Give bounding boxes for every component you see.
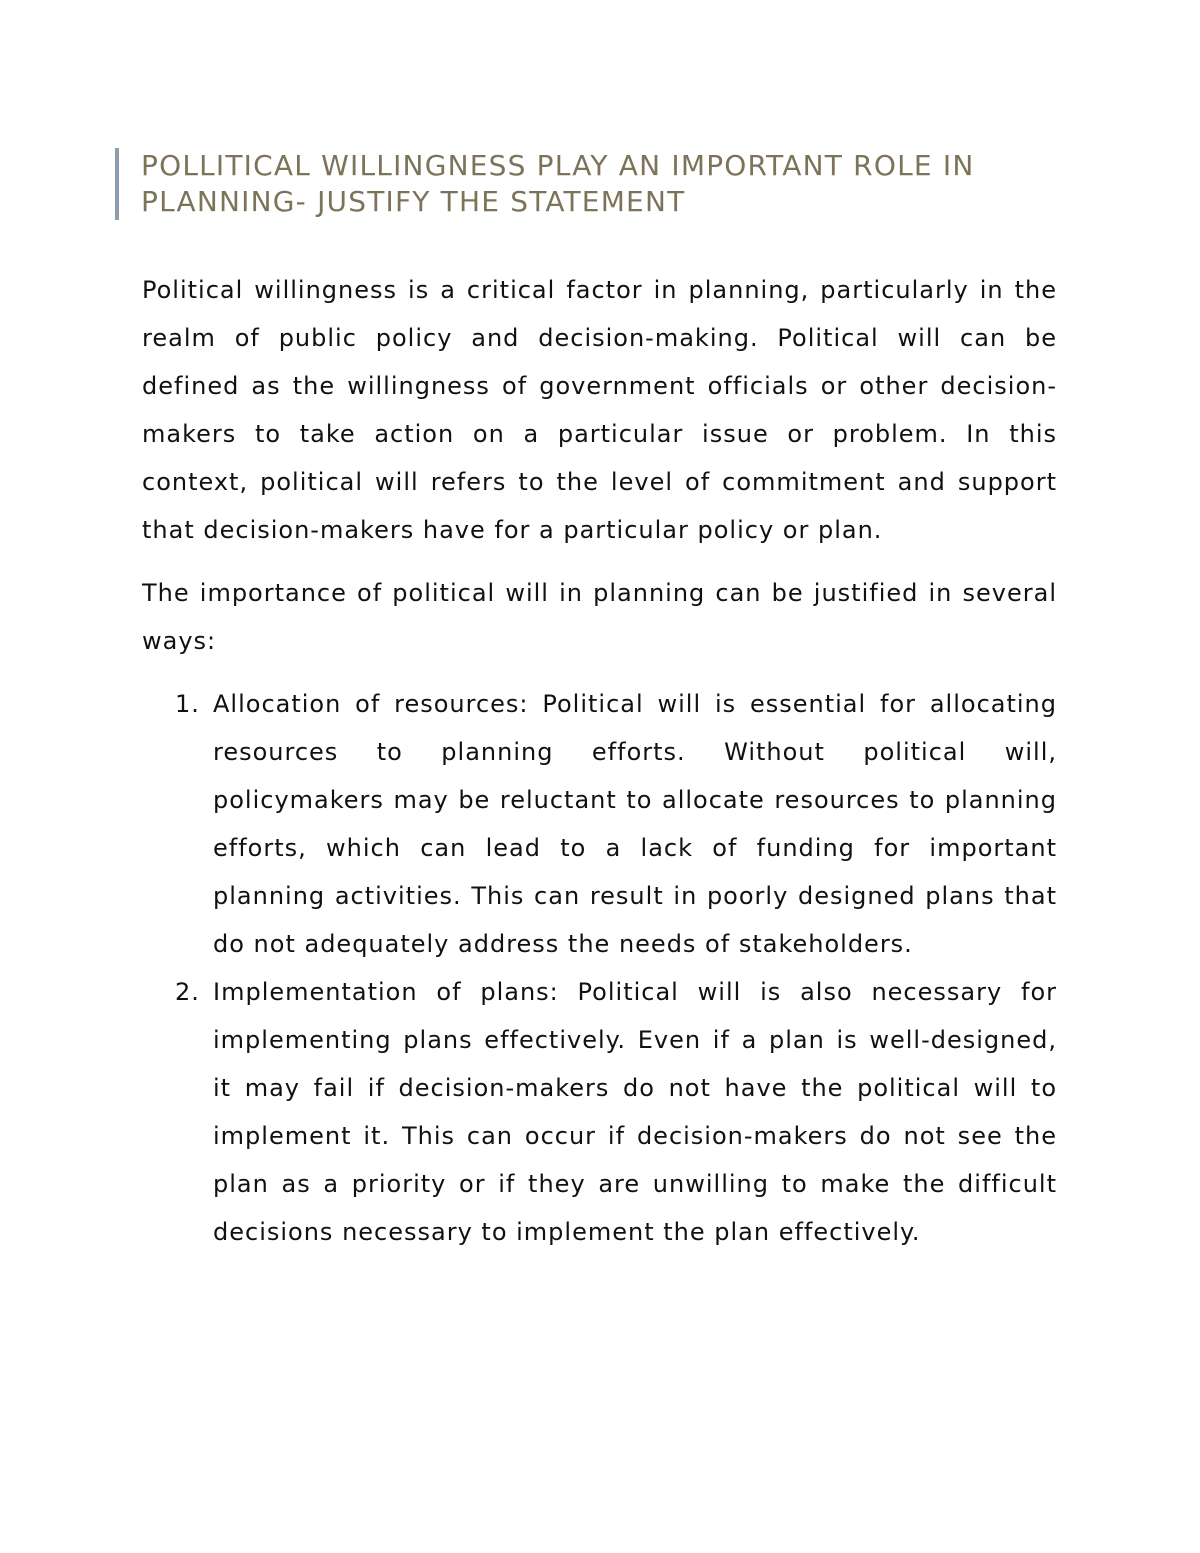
list-item-number: 1.: [175, 690, 200, 718]
list-item: [142, 968, 1057, 1256]
document-title: POLLITICAL WILLINGNESS PLAY AN IMPORTANT ROLE IN PLANNING- JUSTIFY THE STATEMENT: [141, 149, 975, 218]
list-item-text: Allocation of resources: Political will is essential for allocating resources to planning efforts. Without political will, policymakers may be reluctant to allocate resources to planning efforts, which can lead to a lack of funding for important planning activities. This can result in poorly designed plans that do not adequately address the needs of stakeholders.: [213, 690, 1057, 958]
numbered-list: [142, 680, 1057, 1256]
document-body: [142, 266, 1057, 1256]
list-item: [142, 680, 1057, 968]
list-item-text: Implementation of plans: Political will is also necessary for implementing plans effectively. Even if a plan is well-designed, it may fail if decision-makers do not have the political will to implement it. This can occur if decision-makers do not see the plan as a priority or if they are unwilling to make the difficult decisions necessary to implement the plan effectively.: [213, 978, 1057, 1246]
intro-paragraph: Political willingness is a critical factor in planning, particularly in the realm of public policy and decision-making. Political will can be defined as the willingness of government officials or other decision-makers to take action on a particular issue or problem. In this context, political will refers to the level of commitment and support that decision-makers have for a particular policy or plan.: [142, 276, 1057, 544]
lead-in-paragraph: The importance of political will in planning can be justified in several ways:: [142, 579, 1057, 655]
title-block: [115, 148, 1065, 220]
list-item-number: 2.: [175, 978, 200, 1006]
